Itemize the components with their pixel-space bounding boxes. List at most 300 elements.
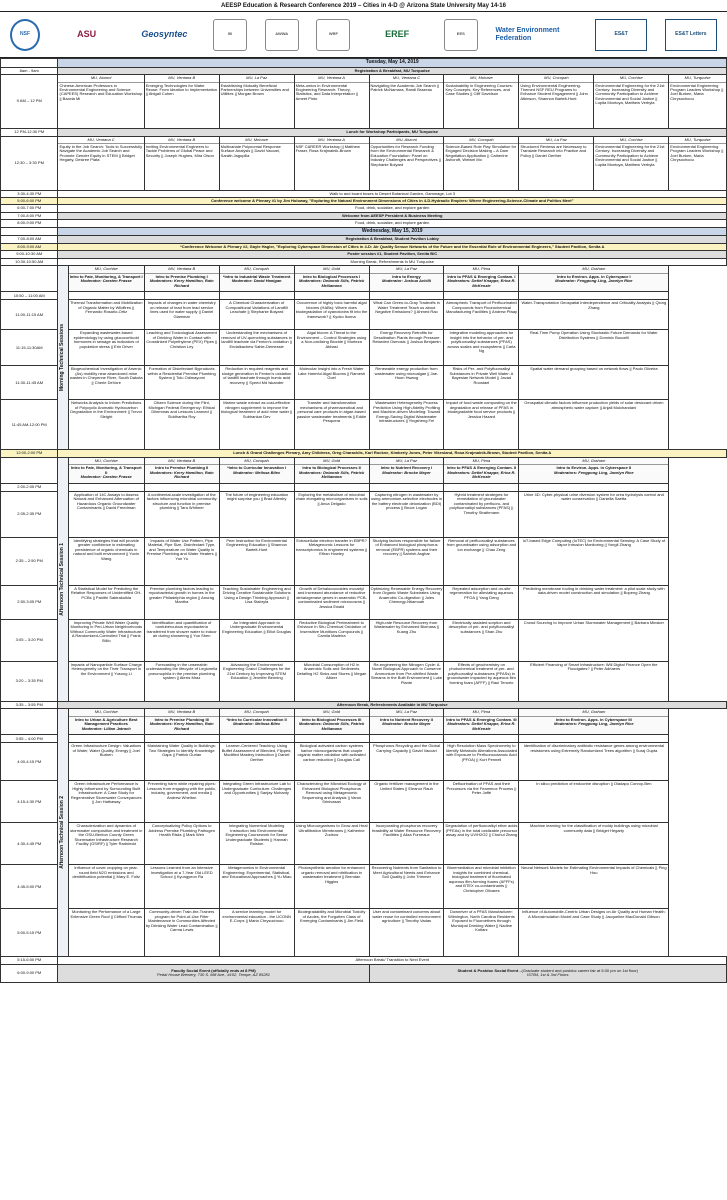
day-header-wednesday — [1, 227, 727, 236]
room-label: MU, Ventana C — [58, 137, 143, 144]
talk-cell: Electrically assisted sorption and desorption of per- and polyfluoroalkyl substances || Shan Zhu — [444, 619, 519, 661]
lunch-plenary-row — [1, 450, 727, 457]
evening-event-row — [1, 198, 727, 205]
time-cell: 2:00-2:05 PM — [1, 483, 58, 491]
talk-cell: A Chemical Characterization of Compositional Variations of Landfill Leachate || Stephanie Bolyard — [219, 300, 294, 330]
workshop-text: Inviting Environmental Engineers to Tackle Problems of Global Peace and Security || Joseph Hughes, Mira Olson — [145, 144, 214, 158]
workshop-text: Using Environmental Engineering-Themed NSF REU Programs to Enhance Student Engagement || John Atkinson, Shannon Bartelt-Hunt — [520, 82, 588, 101]
talk-cell: Integrative modeling approaches for insight into the behavior of per- and polyfluoroalkyl substances (PFAS) across scales and ecosystems || Carla Ng — [444, 330, 519, 366]
workshop-text: Environmental Engineering Program Leaders Workshop || Joel Burken, Maria Chrysochoou — [670, 144, 724, 163]
talk-cell: Water-Transportation Geospatial Interdependence and Criticality Analysis || Qiong Zhang — [519, 300, 669, 330]
morning-session-header-row — [1, 266, 727, 292]
talk-cell: Leaching and Toxicological Assessment of Drinking Water in Contact with Crosslinked Polyethylene (PEX) Pipes || Christian Ley — [144, 330, 219, 366]
time-cell: 3:05 – 3:20 PM — [1, 619, 58, 661]
track-title: Intro to Fate, Monitoring, & Transport II — [70, 465, 142, 475]
talk-cell: Atmospheric Transport of Perfluorinated Compounds from Fluorochemical Manufacturing Facilities || Andrew Pfaay — [444, 300, 519, 330]
logo-wef: Water Environment Federation — [495, 26, 560, 42]
morning-session-row — [1, 400, 727, 450]
room-label: MU, Cocopah — [444, 137, 518, 144]
time-cell: 3:30-4:30 PM — [1, 190, 58, 197]
room-label: MU, Graham — [519, 266, 668, 273]
talk-cell: Downriver of a PFAS Manufacturer: Wilmington, North Carolina Residents Exposed to Fluoroethers through Municipal Drinking Water || Nadine Kotlarz — [444, 909, 519, 957]
room-label: MU, Pima — [444, 458, 518, 465]
talk-cell: Identifying strategies that will provide greater confidence in estimating persistence of organic chemicals in natural and built environment || Yuxin Wang — [68, 537, 144, 585]
time-cell: 10:50 – 11:00 AM — [1, 292, 58, 300]
talk-cell — [519, 292, 669, 300]
event-cell: Registration & Breakfast, MU Turquoise — [58, 67, 727, 74]
track-header — [444, 709, 519, 735]
track-moderator: Moderator: Carsten Prasse — [80, 474, 132, 480]
workshop-cell — [369, 75, 444, 129]
workshop-text: Chinese-American Professors in Environmental Engineering and Science (CAPEES) Research and Education Workshop || Baoxia Mi — [59, 82, 143, 101]
workshop-cell — [369, 136, 444, 190]
afternoon1-session-row — [1, 619, 727, 661]
logo-geosyntec: Geosyntec — [141, 29, 188, 40]
track-header — [68, 709, 144, 735]
workshop-cell — [58, 136, 144, 190]
talk-cell — [219, 292, 294, 300]
track-title: Intro to Premise Plumbing II — [155, 465, 209, 471]
talk-cell — [144, 292, 219, 300]
talk-cell: Photosynthetic aeration for enhanced organic removal and nitrification in wastewater treatment || Brendan Higgins — [294, 865, 369, 909]
track-header — [519, 266, 669, 292]
time-cell — [1, 266, 58, 292]
room-label: MU, Turquoise — [669, 75, 726, 82]
track-header — [444, 457, 519, 483]
workshop-text: NSF CAREER Workshop || Matthew Fraser, Rosa Krajmalnik-Brown — [295, 144, 360, 154]
track-header — [219, 709, 294, 735]
talk-cell: Defluorination of PFAS and their Precursors via the Feammox Process || Peter Jaffé — [444, 781, 519, 823]
event-cell: Afternoon Break, Refreshments Available in MU Turquoise — [58, 701, 727, 708]
event-cell: Walk to and board buses to Desert Botanical Garden, Gammage, Lot 3 — [58, 190, 727, 197]
talk-cell: Using Microorganisms to Grow and Heal Ultrafiltration Membranes || Katherine Zodrow — [294, 823, 369, 865]
afternoon2-session-row — [1, 735, 727, 743]
room-label: MU, Mohave — [444, 75, 518, 82]
talk-cell: Learner-Centered Teaching: Using Buffet Assessment of Blended, Flipped, Modified Mastery Instruction || Daniel Oerther — [219, 743, 294, 781]
track-header — [294, 457, 369, 483]
talk-cell: Identification of discriminatory antibiotic resistance genes among environmental resistomes using Extremely Randomized Trees algorithm || Suraj Gupta — [519, 743, 669, 781]
talk-cell — [444, 483, 519, 491]
time-cell: 9:00-10:30 AM — [1, 251, 58, 258]
workshop-cell — [294, 136, 369, 190]
logo-awwa: AWWA — [265, 19, 299, 51]
time-cell: 7:00-8:00 AM — [1, 236, 58, 243]
logo-asu: ASU — [77, 29, 97, 40]
talk-cell: Optimizing Renewable Energy Recovery from Organic Waste Substrates Using Anaerobic Co-digestion || Jules Chemegy-Ntiamoah — [369, 585, 444, 619]
talk-cell: Integrating Green Infrastructure Lab to Undergraduate Curriculum: Challenges and Opportunities || Sanjay Mohanty — [219, 781, 294, 823]
workshops-morning-row — [1, 75, 727, 129]
logo-eref: EREF — [385, 29, 410, 40]
track-moderator: Moderators: Fengpong Ling, Jacelyn Rice — [554, 721, 634, 727]
afternoon1-session-header-row — [1, 457, 727, 483]
talk-cell: Algal bloom: A Threat to the Environment – Control Strategies using a Non-oxidizing Biocide || Morteza Abbasi — [294, 330, 369, 366]
room-label: MU, Gold — [295, 266, 369, 273]
room-label: MU, Pima — [444, 709, 518, 716]
event-cell: Wednesday, May 15, 2019 — [58, 227, 727, 236]
workshop-text: Emerging Technologies for Water Reuse: From Ideation to Implementation || Abigail Cohen — [145, 82, 218, 97]
track-title: Intro to Fate, Monitoring, & Transport I — [69, 273, 143, 279]
talk-cell: An Integrated Approach to Undergraduate Environmental Engineering Education || Elliot Douglas — [219, 619, 294, 661]
talk-cell: Hybrid treatment strategies for remediation of groundwater contaminated by perfluoro- and polyfluoroalkyl substances (PFAS) || Timothy Strathmann — [444, 491, 519, 537]
room-label: MU, Cochise — [594, 137, 668, 144]
talk-cell: Expanding wastewater-based epidemiology by using glucocorticoid hormones in sewage as indicators of population stress || Erin Driver — [68, 330, 144, 366]
workshop-cell — [444, 75, 519, 129]
talk-cell: Green Infrastructure Design: Valuations of Water, Water Quality, Energy || Joel Burken — [68, 743, 144, 781]
workshop-text: Sustainability in Engineering Courses: Key Concepts, Key References, and Case Studies || Cliff Davidson — [445, 82, 513, 97]
talk-cell — [444, 735, 519, 743]
time-cell: 6:00-9:00 PM — [1, 964, 58, 982]
track-header — [144, 266, 219, 292]
room-label: MU, Graham — [519, 709, 668, 716]
workshop-cell — [594, 136, 669, 190]
talk-cell: Reductive Biological Pretreatment to Enhance In Situ Chemical Oxidation of Insensitive Munitions Compounds || Camila Madeira — [294, 619, 369, 661]
talk-cell — [68, 735, 144, 743]
room-label: MU, Cocopah — [220, 266, 294, 273]
track-header — [369, 709, 444, 735]
time-cell: 5:00-6:00 PM — [1, 198, 58, 205]
talk-cell: High Resolution Mass Spectrometry to Identify Metabolic Alterations Associated with Exposure to Perfluorooctanoic Acid (PFOA) || Kurt Pennell — [444, 743, 519, 781]
workshop-text: Navigating the Academic Job Search || Patrick McNamara, Randi Brazeau — [370, 82, 440, 92]
talk-cell: Impacts of changes in water chemistry on release of lead from lead service lines used for water supply || Daniel Giammar — [144, 300, 219, 330]
evening-event-row — [1, 220, 727, 227]
talk-cell: Re-engineering the Nitrogen Cycle: A Novel Biological Approach to Conserve Ammonium from Pre-nitrified Waste Streams in the Built Environment || Luke Plante — [369, 661, 444, 701]
registration-row — [1, 67, 727, 74]
talk-cell: Molecular Insight into a Fresh Water Lake Harmful Algal Blooms || Ramesh Goel — [294, 366, 369, 400]
room-label: MU, Cochise — [594, 75, 668, 82]
event-cell: Registration & Breakfast, Student Pavilion Lobby — [58, 236, 727, 243]
faculty-social-location: Pedal House Brewery, 730 S. Mill Ave., #102, Tempe, AZ 85281 — [156, 972, 271, 978]
talk-cell: Impacts of Nanoparticle Surface Charge Heterogeneity on the Their Transport in the Environment || Yusong Li — [68, 661, 144, 701]
logo-water-research-foundation: WRF — [316, 19, 350, 51]
talk-cell: Influence of cover cropping on year-round field N2O emissions and denitrification potential || Mary E. Foltz — [68, 865, 144, 909]
time-cell: 3:20 – 3:35 PM — [1, 661, 58, 701]
track-moderator: Moderator: Melissa Bilec — [233, 469, 281, 475]
track-header — [219, 266, 294, 292]
track-header — [519, 457, 669, 483]
student-social-event — [369, 964, 726, 982]
talk-cell: Transfer and transformation mechanisms of pharmaceutical and personal care products in algae-based passive wastewater treatments || Eddie Pesquera — [294, 400, 369, 450]
talk-cell: Improving Private Well Water Quality Monitoring in Peri-Urban Neighborhoods Without Community Water Infrastructure: A Randomized-Controlled Trial || Frank Stillo — [68, 619, 144, 661]
room-label: MU, Graham — [519, 458, 668, 465]
track-title: *Intro to Curricular Innovation II — [226, 716, 287, 722]
room-label: MU, Cocopah — [519, 75, 593, 82]
talk-cell — [294, 483, 369, 491]
talk-cell: Characterization and dynamics of stormwater composition and treatment in the OSU-Benton County Green Stormwater Infrastructure Research Facility (GSIRF) || Tyler Radniecki — [68, 823, 144, 865]
talk-cell: Occurrence of highly toxic harmful algal blooms (HABs): Where does biodegradation of cyanotoxins fit into the framework? || Kyoko Ikuma — [294, 300, 369, 330]
event-cell: Morning Break, Refreshments in MU Turquoise — [58, 258, 727, 265]
talk-cell — [519, 483, 669, 491]
workshop-cell — [294, 75, 369, 129]
track-moderator: Moderator: Lillian Jatrach — [81, 725, 131, 731]
workshop-cell — [144, 136, 219, 190]
room-label: MU, La Paz — [220, 75, 294, 82]
track-title: Intro to Energy — [392, 273, 421, 279]
morning-session-row — [1, 300, 727, 330]
talk-cell: Neural Network Models for Estimating Environmental Impacts of Chemicals || Ping Hou — [519, 865, 669, 909]
time-cell — [1, 227, 58, 236]
talk-cell: Wastewater Heterogeneity Process Prediction Using High-fidelity Profiling and Machine-driven Modeling: Toward Energy-Saving Digital Wastewater Infrastructures || Yingsheng Fei — [369, 400, 444, 450]
track-moderator: Moderators: Detlef Knappe, Erica R. McKenzie — [447, 278, 516, 288]
time-cell: 2:50-3:05 PM — [1, 585, 58, 619]
workshop-cell — [519, 75, 594, 129]
track-title: Intro to Urban & Agriculture Best Management Practices — [74, 716, 138, 727]
track-moderator: Moderator: David Hanigan — [231, 278, 282, 284]
talk-cell: Community-driven Train-the-Trainers program for Point-of-Use Filter Maintenance in Communities Affected by Drinking Water Lead Contamination || Carma Lewis — [144, 909, 219, 957]
room-label: MU, Ventana B — [145, 266, 219, 273]
event-cell: Lunch & Grand Challenges Plenary, Amy Childress, Greg Characklis, Karl Rockne, Kimberly Jones, Peter Vikesland, Rosa Krajmalnik-Brown, Student Pavilion, Senita A — [58, 450, 727, 457]
talk-cell: Degradation of perfluoroalkyl ether acids (PFEAs) in the total oxidizable precursor assay and by UV/H2O2 || Chuhui Zhang — [444, 823, 519, 865]
talk-cell: Machine learning for the classification of moldy buildings using microbial community data || Bridget Hegarty — [519, 823, 669, 865]
track-moderator: Moderators: Deborah Sills, Patrick McNamara — [298, 278, 365, 288]
time-cell: 2:35 – 2:50 PM — [1, 537, 58, 585]
event-cell: Lunch for Workshop Participants, MU Turquoise — [58, 129, 727, 136]
logo-est-letters: ES&T Letters — [665, 19, 717, 51]
talk-cell: Metagenomics in Environmental Engineering: Experimental, Statistical, and Educational Approaches || Yu Miao — [219, 865, 294, 909]
workshop-cell — [444, 136, 519, 190]
workshop-text: Establishing Mutually Beneficial Partnerships between Universities and Utilities || Morgan Brown — [220, 82, 289, 97]
workshop-cell — [58, 75, 144, 129]
session-label-text: Afternoon Technical Session 2 — [59, 796, 66, 870]
room-label: MU, La Paz — [370, 709, 444, 716]
workshop-cell — [219, 136, 294, 190]
time-cell: 10:30-10:50 AM — [1, 258, 58, 265]
sponsor-logos — [0, 12, 727, 58]
time-cell: 11:45 AM-12:00 PM — [1, 400, 58, 450]
faculty-social-event — [58, 964, 369, 982]
room-label: MU, La Paz — [370, 458, 444, 465]
morning-event-row — [1, 251, 727, 258]
afternoon2-session-row — [1, 909, 727, 957]
time-cell: 11:30-11:45 AM — [1, 366, 58, 400]
afternoon1-session-row — [1, 585, 727, 619]
talk-cell: High-rate Resource Recovery from Wastewater by Enhanced Biomass || Kuang Zhu — [369, 619, 444, 661]
track-moderator: Moderators: Detlef Knappe, Erica R. McKenzie — [447, 721, 516, 731]
time-cell: 3:55 – 4:00 PM — [1, 735, 58, 743]
track-title: *Intro to Curricular Innovation I — [227, 465, 287, 471]
talk-cell — [219, 735, 294, 743]
talk-cell: Incorporating phosphorus recovery feasibility at Water Resource Recovery Facilities || Aliza Furneaux — [369, 823, 444, 865]
room-label: MU, Gold — [295, 709, 369, 716]
talk-cell: Conceptualizing Policy Options to Address Premise Plumbing Pathogen Health Risks || Mark Weir — [144, 823, 219, 865]
talk-cell: What Can Green-to-Gray Tradeoffs in Water Treatment Teach us about Negative Emissions? || Ahmed Rao — [369, 300, 444, 330]
event-cell: Food, drink, socialize, and explore garden — [58, 205, 727, 212]
time-cell: 12:30 – 3:30 PM — [1, 136, 58, 190]
track-moderator: Moderators: Kerry Hamilton, Rain Richard — [149, 469, 214, 480]
talk-cell — [369, 735, 444, 743]
track-title: Intro to Biological Processes I — [302, 273, 361, 279]
track-header — [219, 457, 294, 483]
talk-cell — [68, 292, 144, 300]
event-cell: Tuesday, May 14, 2019 — [58, 59, 727, 68]
session-label-text: Afternoon Technical Session 1 — [59, 542, 66, 616]
session-label — [58, 266, 68, 450]
session-label — [58, 709, 68, 957]
workshop-text: Multivariate Polynomial Response Surface Analysis || David Vaccari, Sarath Jagupilla — [220, 144, 281, 158]
morning-event-row — [1, 243, 727, 250]
talk-cell — [68, 483, 144, 491]
talk-cell: Organic fertilizer management in the United States || Eleanor Rauh — [369, 781, 444, 823]
student-social-location: ISTB4, 1st & 3rd Floors — [526, 972, 569, 978]
time-cell — [1, 709, 58, 735]
talk-cell: Microbial Consumption of H2 in Anaerobic Soils and Sediments Detailing H2 Sinks and Stores || Megan Altizer — [294, 661, 369, 701]
talk-cell: Removal of perfluoroalkyl substances from groundwater using adsorption and ion exchange || Chao Zeng — [444, 537, 519, 585]
workshop-text: Structured Reviews are Necessary to Translate Research into Practice and Policy || Daniel Oerther — [520, 144, 587, 158]
talk-cell: Maintaining Water Quality in Buildings: Two Strategies to Identify Knowledge Gaps || Patrick Gurian — [144, 743, 219, 781]
afternoon2-session-row — [1, 823, 727, 865]
talk-cell: In silico prediction of endocrine disruption || Oladapo Conroy-Ben — [519, 781, 669, 823]
talk-cell: Urine 4D: Cyber-physical urine diversion system for urea hydrolysis control and water conservation || Daniella Saetta — [519, 491, 669, 537]
morning-session-row — [1, 330, 727, 366]
logo-est: ES&T — [595, 19, 647, 51]
faculty-social-title: Faculty Social Event (officially ends at 8 PM) — [171, 967, 256, 973]
time-cell: 12 PM-12:30 PM — [1, 129, 58, 136]
track-moderator: Moderator: Fengpong Ling, Jacelyn Rice — [555, 278, 633, 284]
track-title: Intro to Nutrient Recovery II — [380, 716, 433, 722]
talk-cell: Studying factors responsible for failure of Enhanced biological phosphorus removal (EBPR) systems and their recovery || Sahrish Asghar — [369, 537, 444, 585]
talk-cell: Effects of geochemistry on photochemical treatment of per- and polyfluoroalkyl substances (PFASs) in groundwater impacted by aqueous film forming foam (AFFF) || Raul Tenorio — [444, 661, 519, 701]
afternoon2-session-row — [1, 743, 727, 781]
talk-cell — [444, 292, 519, 300]
workshop-lunch-row — [1, 129, 727, 136]
talk-cell: Biodegradability and Microbial Toxicity of Azoles, the Forgotten Class of Emerging Contaminants || Jim Field — [294, 909, 369, 957]
time-cell — [1, 59, 58, 68]
talk-cell: Networks Analysis to Inform Predictions of Polycyclic Aromatic Hydrocarbon Degradation in the Environment || Trevor Sleight — [68, 400, 144, 450]
session-label — [58, 457, 68, 701]
evening-event-row — [1, 190, 727, 197]
morning-session-row — [1, 366, 727, 400]
talk-cell: Green Infrastructure Performance is Highly Influenced by Surrounding Built Infrastructure: A Case Study for Regenerative Stormwater Conveyances || Jon Hathaway — [68, 781, 144, 823]
track-header — [294, 266, 369, 292]
talk-cell: Teaching Sustainable Engineering and Driving Creative Sustainable Solutions Using a Design Thinking Approach || Lisa Stabryla — [219, 585, 294, 619]
track-header — [444, 266, 519, 292]
time-cell: 5:00-5:15 PM — [1, 909, 58, 957]
afternoon2-session-row — [1, 781, 727, 823]
room-label: MU, Ventana B — [145, 137, 219, 144]
track-header — [68, 266, 144, 292]
workshop-text: Opportunities for Research Funding from the Environmental Research & Education Foundation: Panel on Industry Challenges and Perspectives || Stephanie Bolyard — [370, 144, 441, 167]
logo-nsf: NSF — [10, 19, 40, 51]
talk-cell: Capturing nitrogen in wastewater by using ammonium-selective electrodes in the battery electrode deionization (BDI) process || Bruce Logan — [369, 491, 444, 537]
time-cell: 8am - 9am — [1, 67, 58, 74]
workshop-text: Science-Based Role Play Simulation for Engaged Decision Making – A Dam Negotiation Application || Catherine Ashcroft, Weiwei Mo — [445, 144, 517, 163]
track-title: Intro to Environ. Apps. in Cyberspace III — [555, 716, 632, 722]
afternoon2-session-row — [1, 865, 727, 909]
time-cell: 4:30-4:45 PM — [1, 823, 58, 865]
afternoon1-session-row — [1, 483, 727, 491]
workshop-text: Environmental Engineering for the 21st Century: Increasing Diversity and Community Participation to Achieve Environmental and Social Justice || Lupita Montoya, Matthew Verbyla — [595, 82, 665, 106]
logo-environmental-engineering-science: EES — [444, 19, 478, 51]
track-moderator: Moderators: Fengpong Ling, Jacelyn Rice — [554, 469, 634, 475]
track-moderator: Moderator: Joshua Achilli — [382, 278, 431, 284]
workshop-text: Equity in the Job Search: Tools to Successfully Navigate the Academic Job Search and Promote Gender Equity in STEM || Bridget Hegarty, Desiree Plata — [59, 144, 143, 163]
track-header — [519, 709, 669, 735]
talk-cell: Phosphorus Recycling and the Global Carrying Capacity || David Vaccari — [369, 743, 444, 781]
room-label: MU, Ventana A — [295, 75, 369, 82]
track-title: *Intro to Industrial Waste Treatment — [222, 273, 291, 279]
room-label: MU, Alumni — [58, 75, 143, 82]
talk-cell: Geospatial climatic factors influence production yields of solar desiccant driven atmospheric water capture || Anjali Mulchandani — [519, 400, 669, 450]
track-title: Intro to Environ. Apps. in Cyberspace I — [557, 273, 631, 279]
talk-cell: Integrating Numerical Modeling Instruction into Environmental Engineering Coursework for Senior Undergraduate Students || Hannah Rolston — [219, 823, 294, 865]
room-label: MU, Turquoise — [669, 137, 726, 144]
talk-cell — [294, 735, 369, 743]
talk-cell — [519, 735, 669, 743]
afternoon1-session-row — [1, 491, 727, 537]
student-social-name: Student & Postdoc Social Event — [457, 967, 519, 973]
talk-cell: Monitoring the Performance of a Large Extensive Green Roof || Clifford Thomas — [68, 909, 144, 957]
talk-cell: Impacts of Water Use Pattern, Pipe Material, Pipe Size, Disinfectant Type, and Temperature on Water Quality in Premise Plumbing and Water Heaters || Yun Yu — [144, 537, 219, 585]
talk-cell: A continental-scale investigation of the factors influencing microbial community structure and function in premise plumbing || Tara Whitmer — [144, 491, 219, 537]
track-header — [144, 457, 219, 483]
workshop-cell — [669, 75, 727, 129]
talk-cell — [144, 735, 219, 743]
track-title: Intro to Biological Processes II — [302, 465, 361, 471]
track-title: Intro to Environ. Apps. in Cyberspace II — [556, 465, 632, 471]
evening-event-row — [1, 212, 727, 219]
evening-event-row — [1, 205, 727, 212]
talk-cell: Forecasting in the unseeable: understanding the lifecycle of Legionella pneumophila in the premise plumbing system || Alexis Mraz — [144, 661, 219, 701]
event-cell: Food, drink, socialize, and explore garden — [58, 220, 727, 227]
time-cell: 4:15-4:30 PM — [1, 781, 58, 823]
track-title: Intro to Nutrient Recovery I — [380, 465, 433, 471]
day-header-tuesday — [1, 59, 727, 68]
time-cell: 11:15-11:30AM — [1, 330, 58, 366]
talk-cell: Predicting membrane fouling in drinking water treatment: a pilot scale study with data-driven model construction and simulation || Bopeng Zhang — [519, 585, 669, 619]
event-cell: Afternoon Break/ Transition to Next Event — [58, 957, 727, 964]
workshop-text: Meta-omics in Environmental Engineering Research: Theory, Statistics, and Data Interpretation || Ameet Pinto — [295, 82, 358, 101]
talk-cell — [219, 483, 294, 491]
talk-cell: Bioremediation and microbial inhibition insights for combined chemical-biological treatment of fluorinated aqueous film-forming foams (AFFFs) and BTEX co-contaminants || Christopher Olivares — [444, 865, 519, 909]
room-label: MU, La Paz — [519, 137, 593, 144]
talk-cell: A Statistical Model for Predicting the Relative Responses of Unidentified OH-PCBs || Panithi Saktrakulkla — [68, 585, 144, 619]
time-cell: 4:00-4:15 PM — [1, 743, 58, 781]
talk-cell: Spatial water demand grouping based on network flows || Paulo Oliveira — [519, 366, 669, 400]
talk-cell: Characterizing the Microbial Ecology of Enhanced Biological Phosphorus Removal using Metagenomic Sequencing and Analysis || Varun Srinivasan — [294, 781, 369, 823]
talk-cell: Peer Instruction for Environmental Engineering Education || Shannon Bartelt-Hunt — [219, 537, 294, 585]
time-cell: 4:45-5:00 PM — [1, 865, 58, 909]
workshop-cell — [669, 136, 727, 190]
track-header — [68, 457, 144, 483]
talk-cell — [369, 483, 444, 491]
morning-event-row — [1, 236, 727, 243]
room-label: MU, Cocopah — [220, 709, 294, 716]
talk-cell: Recovering Nutrients from Sanitation to Meet Agricultural Needs and Enhance Soil Quality || John Trimmer — [369, 865, 444, 909]
track-moderator: Moderators: Deborah Sills, Patrick McNamara — [298, 721, 365, 731]
workshop-text: Environmental Engineering Program Leaders Workshop || Joel Burken, Maria Chrysochoou — [670, 82, 724, 101]
track-moderator: Moderators: Kerry Hamilton, Rain Richard — [149, 721, 214, 731]
talk-cell: Thermal Transformation and Mobilization of Organic Matter by Wildfires || Fernando Rosario-Ortiz — [68, 300, 144, 330]
talk-cell: Exploring the metabolism of microbial chain elongating microorganisms in soils || Anca Delgado — [294, 491, 369, 537]
track-title: Intro to PFAS & Emerging Contam. II — [446, 465, 517, 471]
morning-session-row — [1, 292, 727, 300]
workshop-cell — [144, 75, 219, 129]
talk-cell: Energy Recovery Retrofits for Desalination Plants through Pressure Retarded Osmosis || Joshua Benjamin — [369, 330, 444, 366]
workshop-cell — [594, 75, 669, 129]
social-events-row — [1, 964, 727, 982]
time-cell: 8:00-9:00 PM — [1, 220, 58, 227]
time-cell: 6:00-7:00 PM — [1, 205, 58, 212]
room-label: MU, Cochise — [69, 709, 144, 716]
track-header — [294, 709, 369, 735]
event-cell: *Conference Welcome & Plenary #2, Gayle Hagler, "Exploring Cyberspace Dimension of Cities in 4-D: Air Quality Sensor Networks of the Future and the Essential Role of Environmental Engineers," Student Pavilion, Senita A — [58, 243, 727, 250]
time-cell: 3:35 – 3:55 PM — [1, 701, 58, 708]
talk-cell: Biological activated carbon systems harbor microorganisms that couple organic matter oxidation with activated carbon reduction || Douglas Call — [294, 743, 369, 781]
talk-cell: Biogeochemical Investigation of Arsenic (As) mobility near abandoned mine wastes in Cheyenne River, South Dakota || Cherie DeVore — [68, 366, 144, 400]
afternoon2-session-header-row — [1, 709, 727, 735]
track-header — [144, 709, 219, 735]
workshop-cell — [519, 136, 594, 190]
track-moderator: Moderator: Brooke Mayer — [382, 469, 431, 475]
